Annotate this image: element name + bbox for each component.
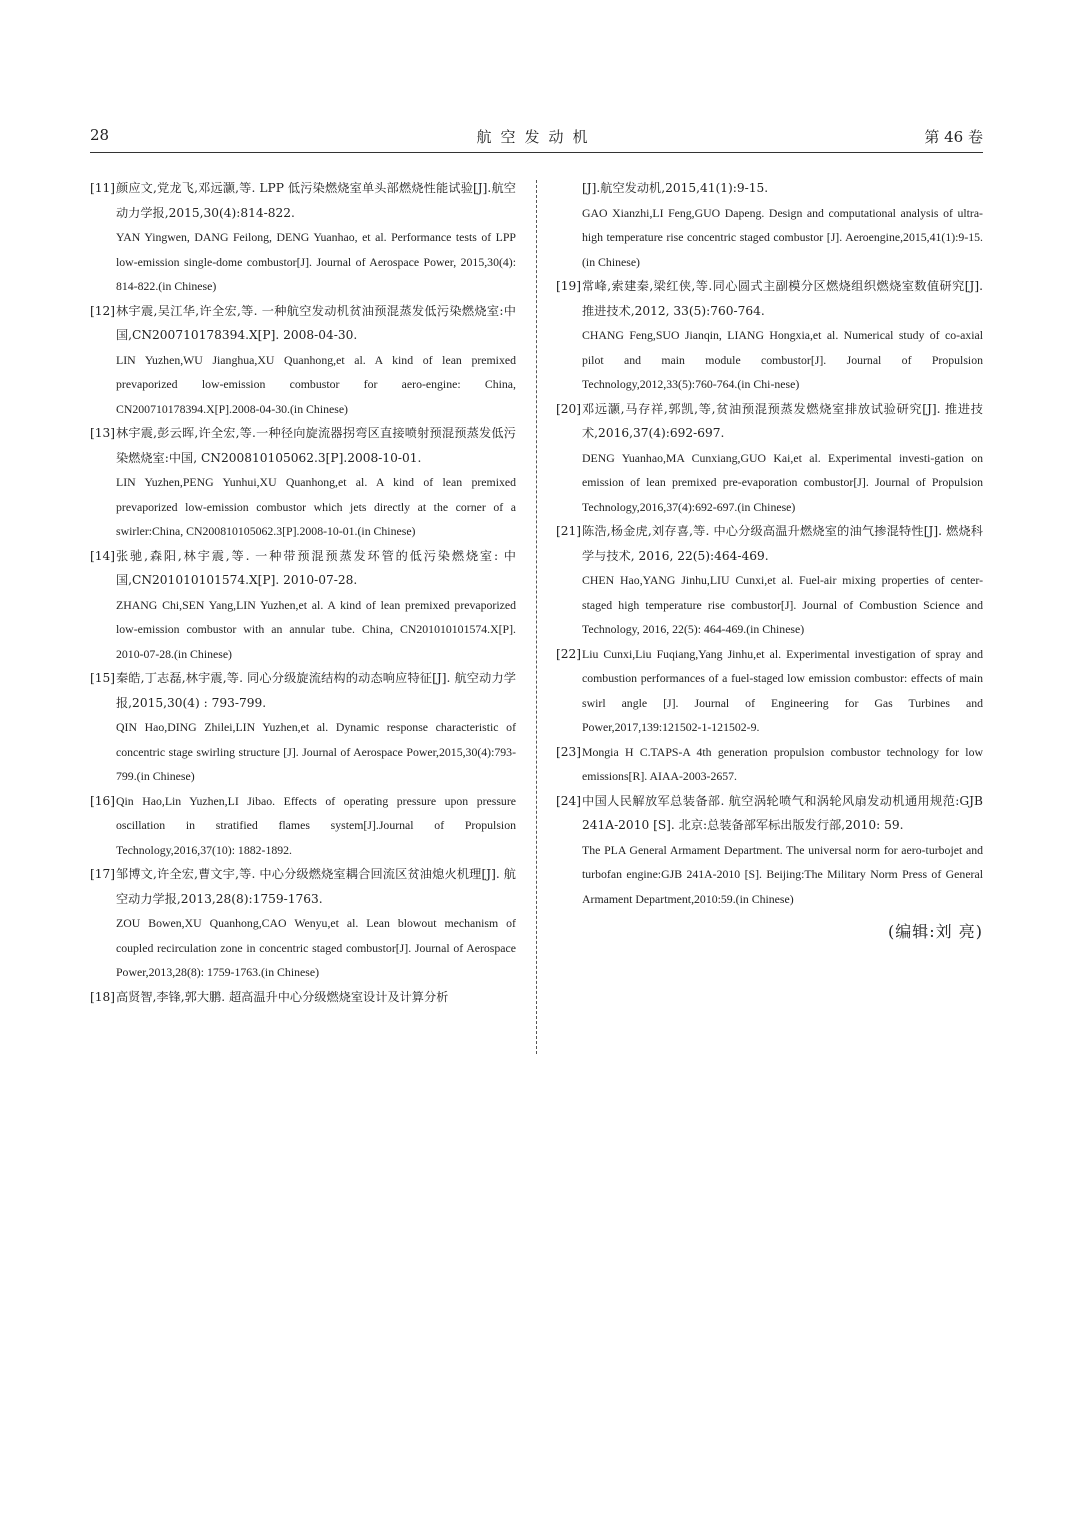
reference-item [90,985,516,1010]
reference-item [90,666,516,789]
references-right-column [556,176,983,942]
reference-text-zh: [J].航空发动机,2015,41(1):9-15. [582,181,769,195]
reference-text-en: ZOU Bowen,XU Quanhong,CAO Wenyu,et al. Lean blowout mechanism of coupled recirculation zone in concentric staged combustor[J]. Journal of Aerospace Power,2013,28(8): 1759-1763.(in Chinese) [116,916,516,979]
reference-text-zh: 秦皓,丁志磊,林宇震,等. 同心分级旋流结构的动态响应特征[J]. 航空动力学报,2015,30(4) : 793-799. [116,671,516,710]
reference-text-en: CHANG Feng,SUO Jianqin, LIANG Hongxia,et al. Numerical study of co-axial pilot and main module combustor[J]. Journal of Propulsion Technology,2012,33(5):760-764.(in Chi-nese) [582,328,983,391]
reference-item [556,740,983,789]
reference-item [556,274,983,397]
reference-item [556,397,983,520]
reference-text-en: Mongia H C.TAPS-A 4th generation propulsion combustor technology for low emissions[R]. AIAA-2003-2657. [582,744,983,783]
reference-number: [12] [90,303,116,318]
reference-text-zh: 高贤智,李锋,郭大鹏. 超高温升中心分级燃烧室设计及计算分析 [116,989,449,1004]
reference-text-en: ZHANG Chi,SEN Yang,LIN Yuzhen,et al. A kind of lean premixed prevaporized low-emission combustor with an annular tube. China, CN201010101574.X[P]. 2010-07-28.(in Chinese) [116,597,516,661]
reference-item [556,519,983,642]
reference-text-en: GAO Xianzhi,LI Feng,GUO Dapeng. Design and computational analysis of ultra-high temperature rise concentric staged combustor [J]. Aeroengine,2015,41(1):9-15.(in Chinese) [582,205,983,269]
reference-text-zh: 邓远灏,马存祥,郭凯,等,贫油预混预蒸发燃烧室排放试验研究[J]. 推进技术,2016,37(4):692-697. [582,401,983,440]
header-rule [90,152,983,153]
reference-number: [15] [90,671,116,685]
references-left-column [90,176,516,1009]
reference-number: [20] [556,401,582,416]
reference-item [90,862,516,985]
reference-text-zh: 张驰,森阳,林宇震,等. 一种带预混预蒸发环管的低污染燃烧室: 中国,CN201010101574.X[P]. 2010-07-28. [116,548,516,587]
reference-text-zh: 颜应文,党龙飞,邓远灏,等. LPP 低污染燃烧室单头部燃烧性能试验[J].航空动力学报,2015,30(4):814-822. [116,181,516,220]
reference-number: [13] [90,426,116,440]
reference-number: [17] [90,867,116,881]
reference-number: [21] [556,524,582,538]
reference-text-en: CHEN Hao,YANG Jinhu,LIU Cunxi,et al. Fuel-air mixing properties of center-staged high temperature rise combustor[J]. Journal of Combustion Science and Technology, 2016, 22(5): 464-469.(in Chinese) [582,573,983,636]
reference-item [90,544,516,667]
reference-text-en: Liu Cunxi,Liu Fuqiang,Yang Jinhu,et al. Experimental investigation of spray and combustion performances of a fuel-staged low emission combustor: effects of main swirl angle [J]. Journal of Engineering for Gas Turbines and Power,2017,139:121502-1-121502-9. [582,646,983,734]
reference-text-en: Qin Hao,Lin Yuzhen,LI Jibao. Effects of operating pressure upon pressure oscillation in stratified flames system[J].Journal of Propulsion Technology,2016,37(10): 1882-1892. [116,793,516,857]
reference-number: [19] [556,279,582,293]
reference-number: [24] [556,793,582,808]
reference-item [90,299,516,422]
reference-text-en: QIN Hao,DING Zhilei,LIN Yuzhen,et al. Dynamic response characteristic of concentric stage swirling structure [J]. Journal of Aerospace Power,2015,30(4):793-799.(in Chinese) [116,720,516,783]
reference-text-zh: 陈浩,杨金虎,刘存喜,等. 中心分级高温升燃烧室的油气掺混特性[J]. 燃烧科学与技术, 2016, 22(5):464-469. [582,524,983,563]
page-number: 28 [90,126,110,144]
reference-text-zh: 林宇震,吴江华,许全宏,等. 一种航空发动机贫油预混蒸发低污染燃烧室:中国,CN200710178394.X[P]. 2008-04-30. [116,303,516,342]
reference-item [90,176,516,299]
reference-number: [16] [90,793,116,808]
reference-number: [14] [90,548,116,563]
column-divider [536,180,537,1054]
page-header [90,126,983,150]
reference-item [556,642,983,740]
reference-item [90,421,516,544]
reference-text-en: LIN Yuzhen,WU Jianghua,XU Quanhong,et al. A kind of lean premixed prevaporized low-emission combustor for aero-engine: China, CN200710178394.X[P].2008-04-30.(in Chinese) [116,352,516,416]
reference-text-en: The PLA General Armament Department. The universal norm for aero-turbojet and turbofan engine:GJB 241A-2010 [S]. Beijing:The Military Norm Press of General Armament Department,2010:59.(in Chinese) [582,842,983,906]
reference-number: [11] [90,181,116,195]
reference-number: [22] [556,646,582,661]
reference-text-zh: 邹博文,许全宏,曹文宇,等. 中心分级燃烧室耦合回流区贫油熄火机理[J]. 航空动力学报,2013,28(8):1759-1763. [116,867,516,906]
reference-text-zh: 常峰,索建秦,梁红侠,等.同心圆式主副模分区燃烧组织燃烧室数值研究[J]. 推进技术,2012, 33(5):760-764. [582,279,983,318]
reference-text-zh: 中国人民解放军总装备部. 航空涡轮喷气和涡轮风扇发动机通用规范:GJB 241A-2010 [S]. 北京:总装备部军标出版发行部,2010: 59. [582,793,983,832]
reference-number: [23] [556,744,582,759]
reference-text-en: DENG Yuanhao,MA Cunxiang,GUO Kai,et al. Experimental investi-gation on emission of lean premixed pre-evaporation combustor[J]. Journal of Propulsion Technology,2016,37(4):692-697.(in Chinese) [582,450,983,514]
editor-credit: (编辑:刘 亮) [888,922,983,941]
volume-label: 第 46 卷 [924,128,983,146]
reference-number: [18] [90,989,116,1004]
reference-continuation [556,176,983,274]
reference-text-en: LIN Yuzhen,PENG Yunhui,XU Quanhong,et al. A kind of lean premixed prevaporized low-emission combustor which jets directly at the corner of a swirler:China, CN200810105062.3[P].2008-10-01.(in Chinese) [116,475,516,538]
reference-item [556,789,983,912]
journal-title: 航空发动机 [476,128,597,146]
reference-text-en: YAN Yingwen, DANG Feilong, DENG Yuanhao, et al. Performance tests of LPP low-emission single-dome combustor[J]. Journal of Aerospace Power, 2015,30(4): 814-822.(in Chinese) [116,230,516,293]
reference-text-zh: 林宇震,彭云晖,许全宏,等.一种径向旋流器拐弯区直接喷射预混预蒸发低污染燃烧室:中国, CN200810105062.3[P].2008-10-01. [116,426,516,465]
reference-item [90,789,516,863]
